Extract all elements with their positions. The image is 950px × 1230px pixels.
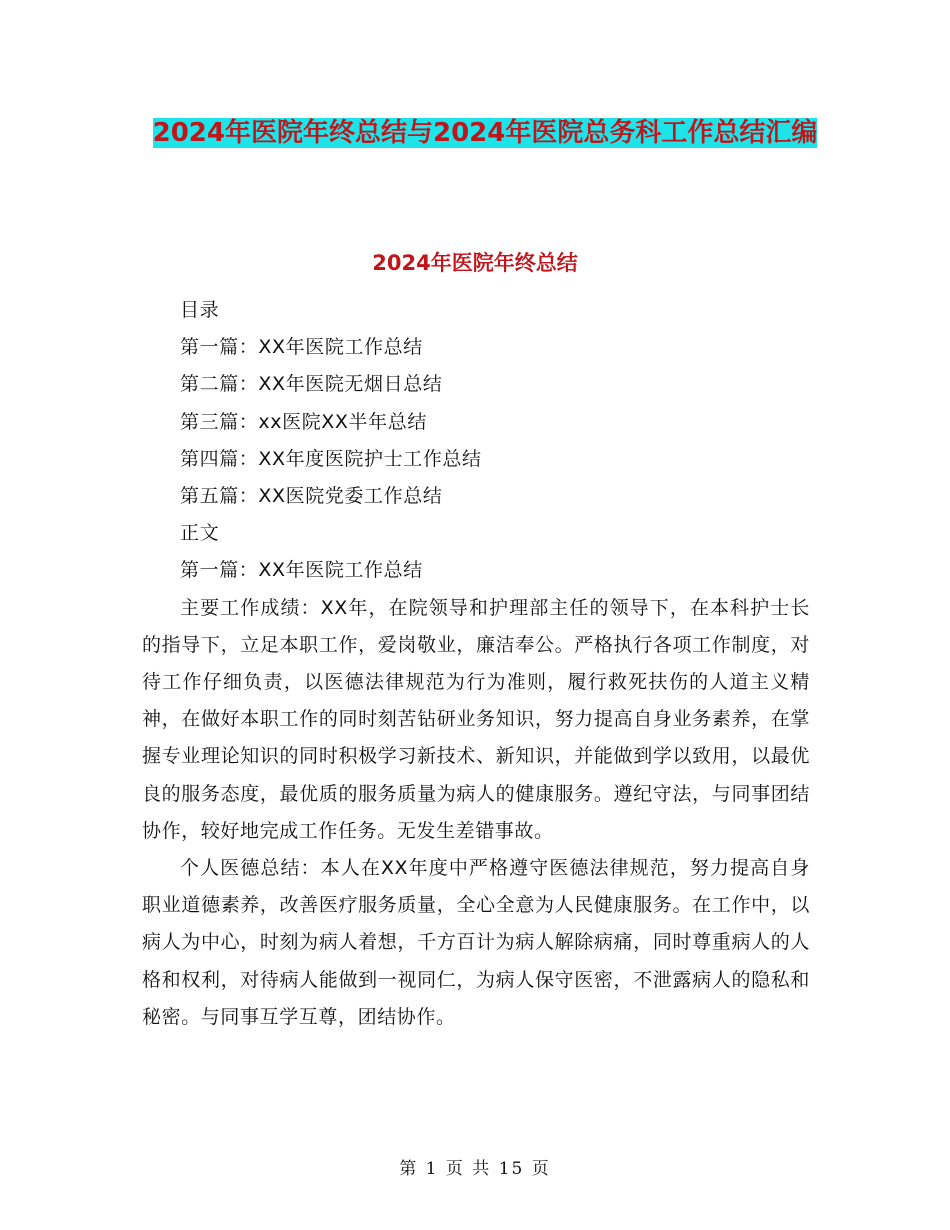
toc-item: 第五篇：XX医院党委工作总结 <box>180 485 443 508</box>
toc-item: 第一篇：XX年医院工作总结 <box>180 336 423 359</box>
toc-item: 第二篇：XX年医院无烟日总结 <box>180 373 443 396</box>
page-number-footer: 第 1 页 共 15 页 <box>399 1159 551 1179</box>
toc-item: 第四篇：XX年度医院护士工作总结 <box>180 447 482 470</box>
body-paragraph: 主要工作成绩：XX年，在院领导和护理部主任的领导下，在本科护士长的指导下，立足本职工作，爱岗敬业，廉洁奉公。严格执行各项工作制度，对待工作仔细负责，以医德法律规范为行为准则，履行救死扶伤的人道主义精神，在做好本职工作的同时刻苦钻研业务知识，努力提高自身业务素养，在掌握专业理论知识的同时积极学习新技术、新知识，并能做到学以致用，以最优良的服务态度，最优质的服务质量为病人的健康服务。遵纪守法，与同事团结协作，较好地完成工作任务。无发生差错事故。 <box>142 596 810 842</box>
document-title <box>140 112 830 154</box>
section-title: 2024年医院年终总结 <box>372 251 578 275</box>
toc-item: 第三篇：xx医院XX半年总结 <box>180 410 427 433</box>
document-title-text: 2024年医院年终总结与2024年医院总务科工作总结汇编 <box>152 118 818 148</box>
body-paragraph: 个人医德总结：本人在XX年度中严格遵守医德法律规范，努力提高自身职业道德素养，改善医疗服务质量，全心全意为人民健康服务。在工作中，以病人为中心，时刻为病人着想，千方百计为病人解除病痛，同时尊重病人的人格和权利，对待病人能做到一视同仁，为病人保守医密，不泄露病人的隐私和秘密。与同事互学互尊，团结协作。 <box>142 857 810 1028</box>
document-body <box>142 292 810 1036</box>
toc-heading: 目录 <box>180 299 220 321</box>
chapter-heading: 第一篇：XX年医院工作总结 <box>180 559 423 582</box>
body-heading: 正文 <box>180 522 220 545</box>
